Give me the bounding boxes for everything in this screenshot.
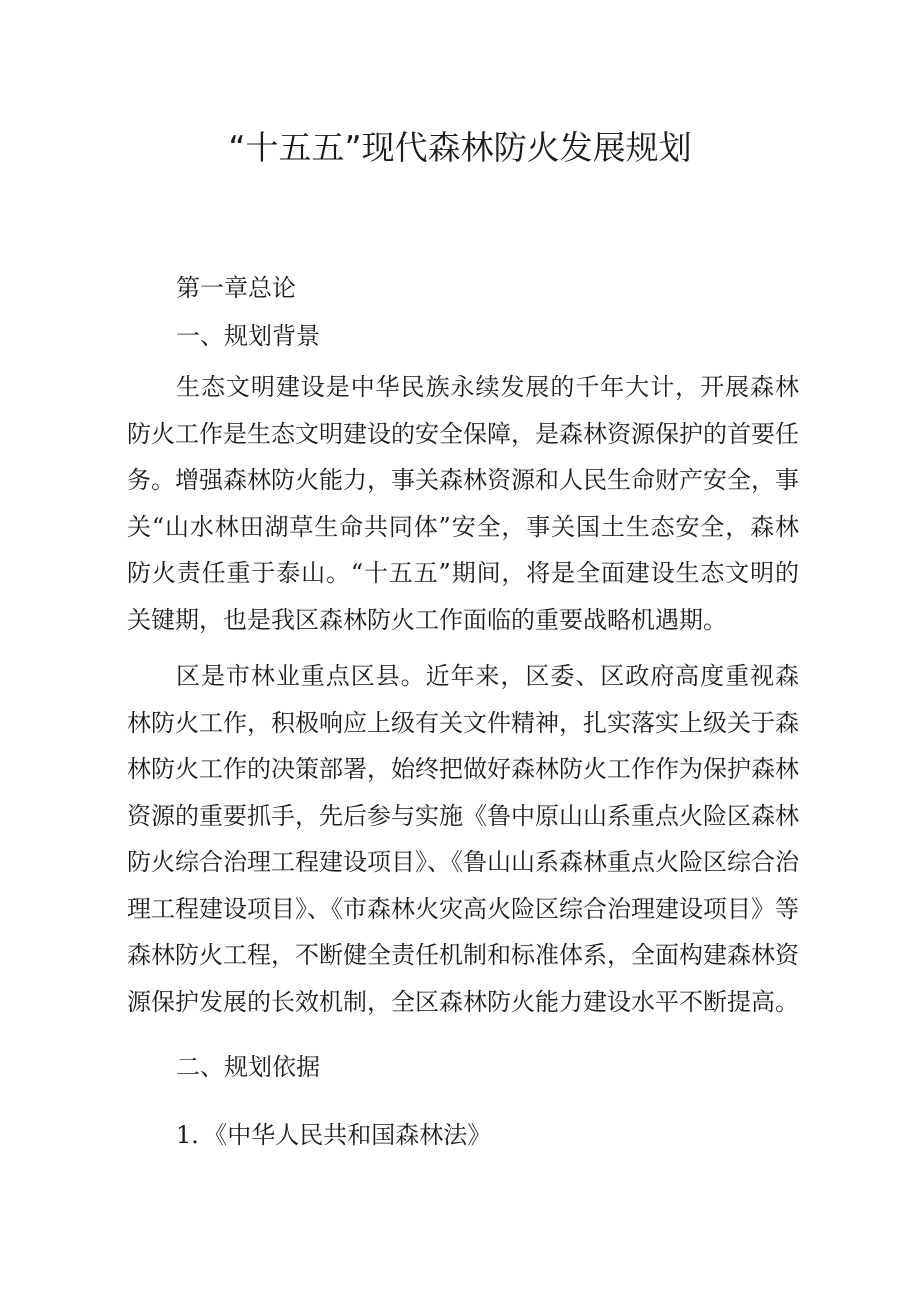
paragraph-background: 生态文明建设是中华民族永续发展的千年大计，开展森林防火工作是生态文明建设的安全保障，是森林资源保护的首要任务。增强森林防火能力，事关森林资源和人民生命财产安全，事关“山水林田湖草生命共同体”安全，事关国土生态安全，森林防火责任重于泰山。“十五五”期间，将是全面建设生态文明的关键期，也是我区森林防火工作面临的重要战略机遇期。: [127, 373, 799, 634]
document-title: “十五五”现代森林防火发展规划: [228, 128, 692, 167]
paragraph-district-overview: 区是市林业重点区县。近年来，区委、区政府高度重视森林防火工作，积极响应上级有关文件精神，扎实落实上级关于森林防火工作的决策部署，始终把做好森林防火工作作为保护森林资源的重要抓手，先后参与实施《鲁中原山山系重点火险区森林防火综合治理工程建设项目》、《鲁山山系森林重点火险区综合治理工程建设项目》、《市森林火灾高火险区综合治理建设项目》等森林防火工程，不断健全责任机制和标准体系，全面构建森林资源保护发展的长效机制，全区森林防火能力建设水平不断提高。: [127, 662, 799, 1016]
chapter-heading: 第一章总论: [176, 274, 296, 302]
section-heading-background: 一、规划背景: [176, 322, 320, 350]
section-heading-basis: 二、规划依据: [176, 1053, 320, 1081]
basis-list-item: 1．《中华人民共和国森林法》: [176, 1121, 492, 1149]
